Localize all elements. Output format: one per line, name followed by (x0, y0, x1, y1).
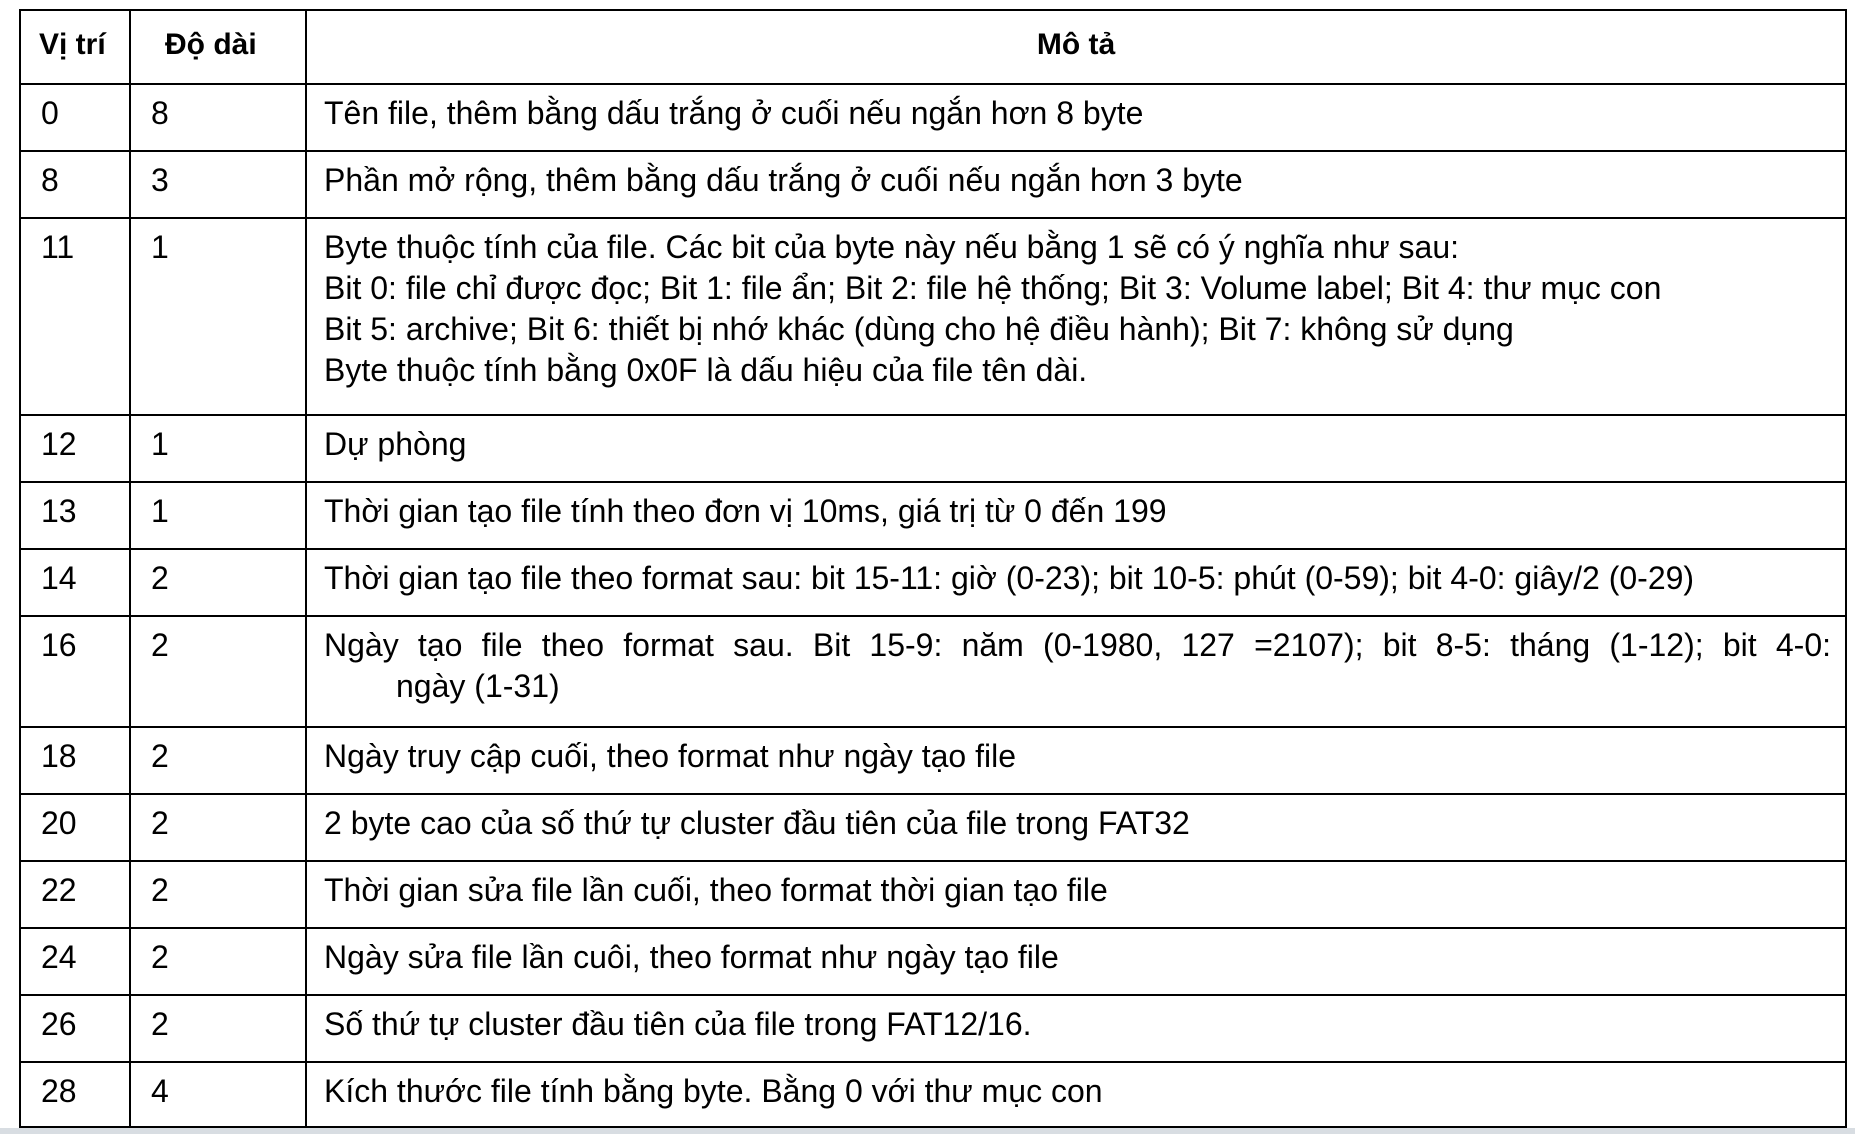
table-row (20, 794, 1846, 861)
cell-length: 2 (130, 794, 306, 861)
cell-length: 1 (130, 482, 306, 549)
cell-length: 2 (130, 995, 306, 1062)
cell-length: 4 (130, 1062, 306, 1127)
cell-description (306, 549, 1846, 616)
description-line: Phần mở rộng, thêm bằng dấu trắng ở cuối nếu ngắn hơn 3 byte (324, 162, 1243, 198)
cell-description (306, 415, 1846, 482)
cell-position: 0 (20, 84, 130, 151)
header-description: Mô tả (306, 10, 1846, 84)
page-bottom-divider (0, 1128, 1855, 1134)
description-line: Byte thuộc tính của file. Các bit của byte này nếu bằng 1 sẽ có ý nghĩa như sau: (324, 229, 1460, 265)
table-row (20, 151, 1846, 218)
table-row (20, 928, 1846, 995)
description-line: Thời gian sửa file lần cuối, theo format thời gian tạo file (324, 872, 1108, 908)
description-line: Bit 5: archive; Bit 6: thiết bị nhớ khác (dùng cho hệ điều hành); Bit 7: không sử dụng (324, 311, 1514, 347)
table-row (20, 861, 1846, 928)
description-line: Số thứ tự cluster đầu tiên của file trong FAT12/16. (324, 1006, 1032, 1042)
cell-length: 3 (130, 151, 306, 218)
table-row (20, 549, 1846, 616)
cell-position: 11 (20, 218, 130, 415)
cell-length: 1 (130, 218, 306, 415)
cell-position: 16 (20, 616, 130, 727)
cell-position: 12 (20, 415, 130, 482)
cell-description (306, 616, 1846, 727)
cell-description (306, 151, 1846, 218)
table-row (20, 84, 1846, 151)
header-length: Độ dài (130, 10, 306, 84)
cell-position: 14 (20, 549, 130, 616)
description-line: Byte thuộc tính bằng 0x0F là dấu hiệu của file tên dài. (324, 352, 1088, 388)
cell-length: 1 (130, 415, 306, 482)
description-line: Bit 0: file chỉ được đọc; Bit 1: file ẩn; Bit 2: file hệ thống; Bit 3: Volume label; Bit 4: thư mục con (324, 270, 1662, 306)
cell-length: 2 (130, 549, 306, 616)
header-position: Vị trí (20, 10, 130, 84)
description-line: Tên file, thêm bằng dấu trắng ở cuối nếu ngắn hơn 8 byte (324, 95, 1144, 131)
cell-description (306, 995, 1846, 1062)
cell-description (306, 794, 1846, 861)
cell-description (306, 482, 1846, 549)
description-line: Ngày truy cập cuối, theo format như ngày tạo file (324, 738, 1017, 774)
cell-length: 2 (130, 616, 306, 727)
cell-position: 20 (20, 794, 130, 861)
table-row (20, 995, 1846, 1062)
description-line: Thời gian tạo file tính theo đơn vị 10ms, giá trị từ 0 đến 199 (324, 493, 1167, 529)
description-line: Kích thước file tính bằng byte. Bằng 0 với thư mục con (324, 1073, 1103, 1109)
description-line: 2 byte cao của số thứ tự cluster đầu tiên của file trong FAT32 (324, 805, 1190, 841)
table-row (20, 482, 1846, 549)
table-row (20, 218, 1846, 415)
fat-directory-entry-table (19, 9, 1847, 1128)
cell-length: 2 (130, 727, 306, 794)
table-row (20, 415, 1846, 482)
table-row (20, 1062, 1846, 1127)
cell-position: 24 (20, 928, 130, 995)
cell-description (306, 1062, 1846, 1127)
table-header-row (20, 10, 1846, 84)
cell-position: 26 (20, 995, 130, 1062)
description-line: Dự phòng (324, 426, 467, 462)
description-line: Thời gian tạo file theo format sau: bit 15-11: giờ (0-23); bit 10-5: phút (0-59); bit 4-0: giây/2 (0-29) (324, 560, 1695, 596)
cell-description (306, 84, 1846, 151)
cell-position: 28 (20, 1062, 130, 1127)
cell-description (306, 727, 1846, 794)
cell-length: 8 (130, 84, 306, 151)
cell-description (306, 861, 1846, 928)
cell-position: 13 (20, 482, 130, 549)
cell-length: 2 (130, 861, 306, 928)
cell-length: 2 (130, 928, 306, 995)
table-row (20, 616, 1846, 727)
cell-description (306, 218, 1846, 415)
cell-position: 22 (20, 861, 130, 928)
cell-description (306, 928, 1846, 995)
description-line: ngày (1-31) (396, 668, 560, 704)
cell-position: 18 (20, 727, 130, 794)
table-row (20, 727, 1846, 794)
description-line: Ngày sửa file lần cuôi, theo format như ngày tạo file (324, 939, 1059, 975)
description-line: Ngày tạo file theo format sau. Bit 15-9: năm (0-1980, 127 =2107); bit 8-5: tháng (1-12); bit 4-0: (324, 627, 1831, 663)
cell-position: 8 (20, 151, 130, 218)
